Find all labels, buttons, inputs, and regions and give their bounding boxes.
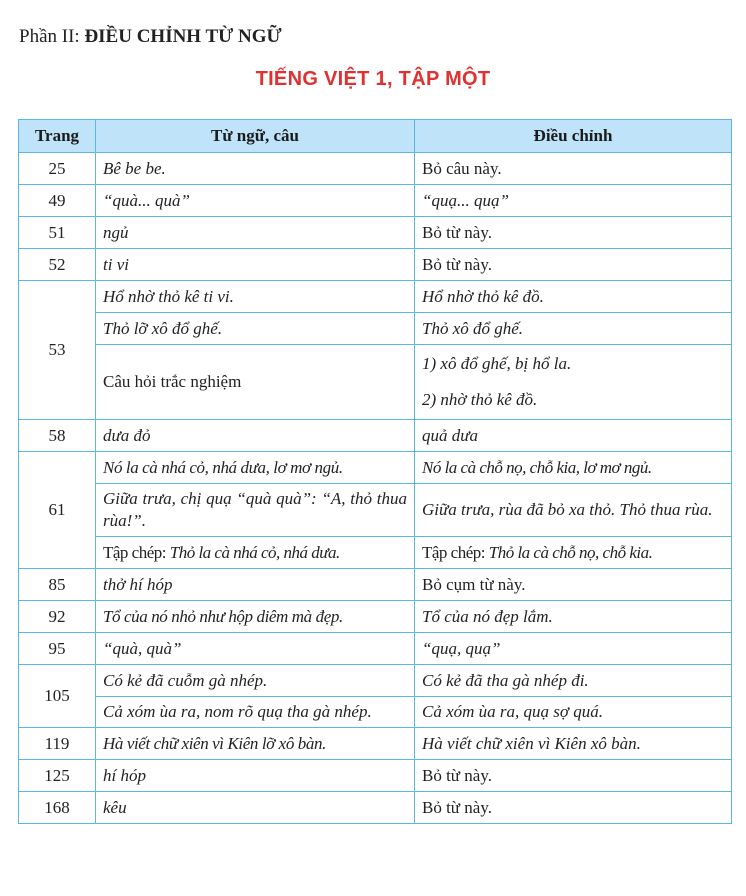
table-row xyxy=(19,345,732,420)
fix-cell: quả dưa xyxy=(415,420,732,452)
page-cell: 105 xyxy=(19,665,96,728)
text-cell: ti vi xyxy=(96,249,415,281)
table-row xyxy=(19,760,732,792)
book-subtitle: TIẾNG VIỆT 1, TẬP MỘT xyxy=(255,68,491,90)
page-cell: 168 xyxy=(19,792,96,824)
fix-cell: “quạ... quạ” xyxy=(415,185,732,217)
table-row xyxy=(19,633,732,665)
text-cell: Hà viết chữ xiên vì Kiên lỡ xô bàn. xyxy=(96,728,415,760)
fix-line: 2) nhờ thỏ kê đồ. xyxy=(422,390,538,409)
text-cell: Nó la cà nhá cỏ, nhá dưa, lơ mơ ngủ. xyxy=(96,452,415,484)
fix-cell: Giữa trưa, rùa đã bỏ xa thỏ. Thỏ thua rùa. xyxy=(415,484,732,537)
fix-cell: Bỏ cụm từ này. xyxy=(415,569,732,601)
text-cell: Cả xóm ùa ra, nom rõ quạ tha gà nhép. xyxy=(96,697,415,728)
column-header-page: Trang xyxy=(19,120,96,153)
page-cell: 49 xyxy=(19,185,96,217)
page-cell: 25 xyxy=(19,153,96,185)
table-row xyxy=(19,185,732,217)
page-cell: 53 xyxy=(19,281,96,420)
table-row xyxy=(19,484,732,537)
table-row xyxy=(19,665,732,697)
page-cell: 61 xyxy=(19,452,96,569)
table-row xyxy=(19,569,732,601)
text-cell: hí hóp xyxy=(96,760,415,792)
text-cell: Hổ nhờ thỏ kê ti vi. xyxy=(96,281,415,313)
fix-cell xyxy=(415,345,732,420)
fix-cell: Bỏ từ này. xyxy=(415,217,732,249)
exercise-prefix: Tập chép: xyxy=(422,542,489,562)
table-row xyxy=(19,420,732,452)
page-cell: 52 xyxy=(19,249,96,281)
page-cell: 125 xyxy=(19,760,96,792)
table-row xyxy=(19,537,732,569)
text-cell: ngủ xyxy=(96,217,415,249)
table-row xyxy=(19,601,732,633)
column-header-text: Từ ngữ, câu xyxy=(96,120,415,153)
table-row xyxy=(19,217,732,249)
page-cell: 119 xyxy=(19,728,96,760)
page-cell: 95 xyxy=(19,633,96,665)
fix-cell: Hổ nhờ thỏ kê đồ. xyxy=(415,281,732,313)
fix-cell xyxy=(415,537,732,569)
text-cell: dưa đỏ xyxy=(96,420,415,452)
section-prefix: Phần II: xyxy=(19,26,85,47)
text-cell: kêu xyxy=(96,792,415,824)
section-heading xyxy=(19,26,282,48)
fix-cell: Tổ của nó đẹp lắm. xyxy=(415,601,732,633)
text-cell: Câu hỏi trắc nghiệm xyxy=(96,345,415,420)
exercise-text: Thỏ la cà chỗ nọ, chỗ kia. xyxy=(488,542,653,562)
page-cell: 92 xyxy=(19,601,96,633)
fix-cell: Bỏ từ này. xyxy=(415,760,732,792)
text-cell: Giữa trưa, chị quạ “quà quà”: “A, thỏ thua rùa!”. xyxy=(96,484,415,537)
table-row xyxy=(19,792,732,824)
text-cell: Bê be be. xyxy=(96,153,415,185)
text-cell: Tổ của nó nhỏ như hộp diêm mà đẹp. xyxy=(96,601,415,633)
fix-cell: Thỏ xô đổ ghế. xyxy=(415,313,732,345)
table-row xyxy=(19,281,732,313)
fix-line: 1) xô đổ ghế, bị hổ la. xyxy=(422,354,572,373)
table-row xyxy=(19,697,732,728)
section-title: ĐIỀU CHỈNH TỪ NGỮ xyxy=(84,26,282,47)
corrections-table xyxy=(18,119,732,824)
fix-cell: Cả xóm ùa ra, quạ sợ quá. xyxy=(415,697,732,728)
table-row xyxy=(19,452,732,484)
fix-cell: Có kẻ đã tha gà nhép đi. xyxy=(415,665,732,697)
exercise-text: Thỏ la cà nhá cỏ, nhá dưa. xyxy=(169,542,340,562)
text-cell xyxy=(96,537,415,569)
page-cell: 51 xyxy=(19,217,96,249)
table-row xyxy=(19,249,732,281)
table-row xyxy=(19,153,732,185)
text-cell: “quà, quà” xyxy=(96,633,415,665)
fix-cell: Bỏ câu này. xyxy=(415,153,732,185)
fix-cell: Bỏ từ này. xyxy=(415,792,732,824)
exercise-prefix: Tập chép: xyxy=(103,542,170,562)
fix-cell: Nó la cà chỗ nọ, chỗ kia, lơ mơ ngủ. xyxy=(415,452,732,484)
fix-cell: “quạ, quạ” xyxy=(415,633,732,665)
column-header-fix: Điều chỉnh xyxy=(415,120,732,153)
table-row xyxy=(19,728,732,760)
page-cell: 85 xyxy=(19,569,96,601)
table-row xyxy=(19,313,732,345)
text-cell: Thỏ lỡ xô đổ ghế. xyxy=(96,313,415,345)
text-cell: “quà... quà” xyxy=(96,185,415,217)
table-header-row xyxy=(19,120,732,153)
fix-cell: Bỏ từ này. xyxy=(415,249,732,281)
fix-cell: Hà viết chữ xiên vì Kiên xô bàn. xyxy=(415,728,732,760)
text-cell: Có kẻ đã cuỗm gà nhép. xyxy=(96,665,415,697)
page-cell: 58 xyxy=(19,420,96,452)
text-cell: thở hí hóp xyxy=(96,569,415,601)
